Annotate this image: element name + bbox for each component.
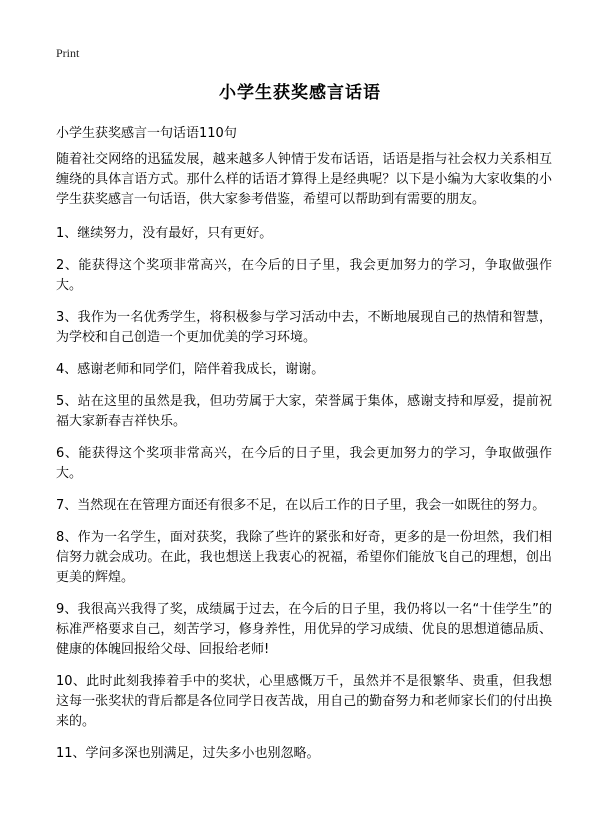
list-item: 3、我作为一名优秀学生，将积极参与学习活动中去，不断地展现自己的热情和智慧，为学校和自己创造一个更加优美的学习环境。 <box>56 310 552 345</box>
list-item: 5、站在这里的虽然是我，但功劳属于大家，荣誉属于集体，感谢支持和厚爱，提前祝福大家新春吉祥快乐。 <box>56 394 552 429</box>
list-item: 8、作为一名学生，面对获奖，我除了些许的紧张和好奇，更多的是一份坦然，我们相信努力就会成功。在此，我也想送上我衷心的祝福，希望你们能放飞自己的理想，创出更美的辉煌。 <box>56 530 552 585</box>
list-item: 1、继续努力，没有最好，只有更好。 <box>56 226 273 241</box>
list-item: 7、当然现在在管理方面还有很多不足，在以后工作的日子里，我会一如既往的努力。 <box>56 498 546 513</box>
print-link[interactable]: Print <box>56 46 80 60</box>
list-item: 2、能获得这个奖项非常高兴，在今后的日子里，我会更加努力的学习，争取做强作大。 <box>56 258 552 293</box>
list-item: 10、此时此刻我捧着手中的奖状，心里感慨万千，虽然并不是很繁华、贵重，但我想这每一张奖状的背后都是各位同学日夜苦战，用自己的勤奋努力和老师家长们的付出换来的。 <box>56 674 552 729</box>
document-subtitle: 小学生获奖感言一句话语110句 <box>56 126 237 141</box>
list-item: 11、学问多深也别满足，过失多小也别忽略。 <box>56 746 320 761</box>
list-item: 4、感谢老师和同学们，陪伴着我成长，谢谢。 <box>56 362 325 377</box>
document-body <box>56 150 552 776</box>
document-title: 小学生获奖感言话语 <box>219 83 381 103</box>
intro-paragraph: 随着社交网络的迅猛发展，越来越多人钟情于发布话语，话语是指与社会权力关系相互缠绕的具体言语方式。那什么样的话语才算得上是经典呢？以下是小编为大家收集的小学生获奖感言一句话语，供大家参考借鉴，希望可以帮助到有需要的朋友。 <box>56 152 552 207</box>
list-item: 9、我很高兴我得了奖，成绩属于过去，在今后的日子里，我仍将以一名“十佳学生”的标准严格要求自己，刻苦学习，修身养性，用优异的学习成绩、优良的思想道德品质、健康的体魄回报给父母、回报给老师! <box>56 602 552 657</box>
list-item: 6、能获得这个奖项非常高兴，在今后的日子里，我会更加努力的学习，争取做强作大。 <box>56 446 552 481</box>
